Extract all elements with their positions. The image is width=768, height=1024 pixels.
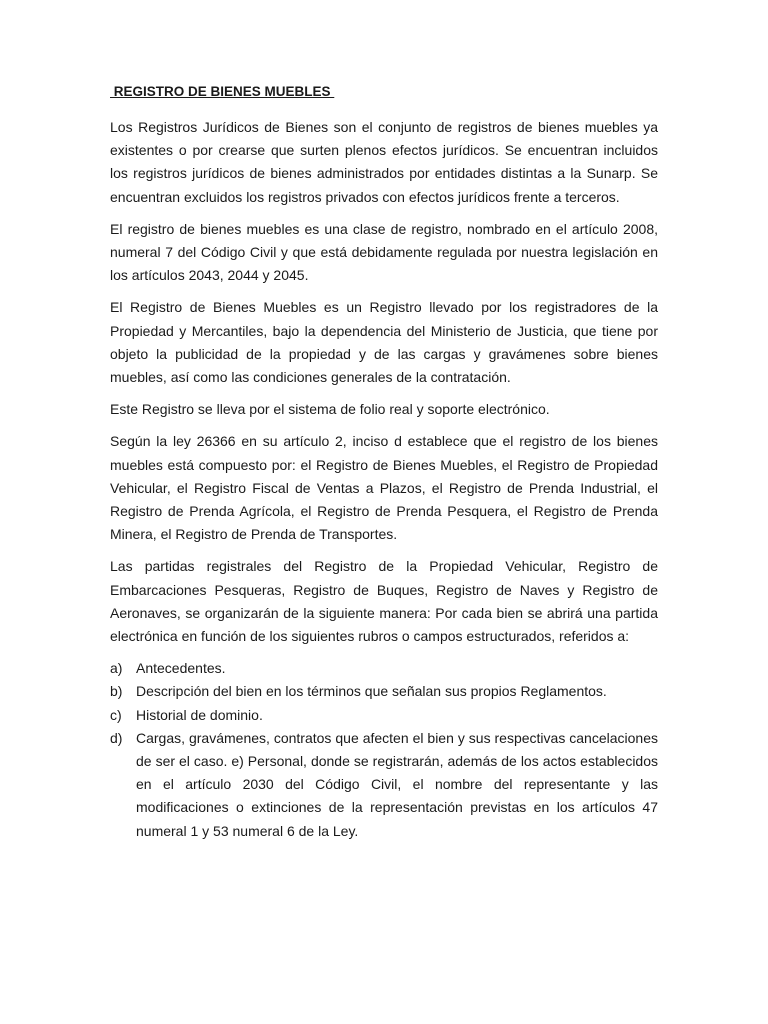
list-marker: a) bbox=[110, 660, 123, 677]
list-marker: c) bbox=[110, 706, 122, 723]
list-item-text: Descripción del bien en los términos que señalan sus propios Reglamentos. bbox=[136, 683, 607, 700]
list-item-text: Antecedentes. bbox=[136, 660, 226, 677]
paragraph-6: Las partidas registrales del Registro de la Propiedad Vehicular, Registro de Embarcaciones Pesqueras, Registro de Buques, Registro de Naves y Registro de Aeronaves, se organizarán de la siguiente manera: Por cada bien se abrirá una partida electrónica en función de los siguientes rubros o campos estructurados, referidos a: bbox=[110, 558, 658, 645]
list-marker: d) bbox=[110, 729, 123, 746]
paragraph-4: Este Registro se lleva por el sistema de folio real y soporte electrónico. bbox=[110, 401, 550, 418]
paragraph-1: Los Registros Jurídicos de Bienes son el conjunto de registros de bienes muebles ya existentes o por crearse que surten plenos efectos jurídicos. Se encuentran incluidos los registros jurídicos de bienes administrados por entidades distintas a la Sunarp. Se encuentran excluidos los registros privados con efectos jurídicos frente a terceros. bbox=[110, 119, 658, 205]
list-item bbox=[110, 657, 658, 680]
rubros-list bbox=[110, 657, 658, 843]
list-item-text: Cargas, gravámenes, contratos que afecten el bien y sus respectivas cancelaciones de ser el caso. e) Personal, donde se registrarán, además de los actos establecidos en el artículo 2030 del Código Civil, el nombre del representante y las modificaciones o extinciones de la representación previstas en los artículos 47 numeral 1 y 53 numeral 6 de la Ley. bbox=[136, 729, 658, 839]
list-item-text: Historial de dominio. bbox=[136, 706, 263, 723]
list-marker: b) bbox=[110, 683, 123, 700]
paragraph-2: El registro de bienes muebles es una clase de registro, nombrado en el artículo 2008, numeral 7 del Código Civil y que está debidamente regulada por nuestra legislación en los artículos 2043, 2044 y 2045. bbox=[110, 220, 658, 284]
paragraph-3: El Registro de Bienes Muebles es un Registro llevado por los registradores de la Propiedad y Mercantiles, bajo la dependencia del Ministerio de Justicia, que tiene por objeto la publicidad de la propiedad y de las cargas y gravámenes sobre bienes muebles, así como las condiciones generales de la contratación. bbox=[110, 299, 658, 386]
list-item bbox=[110, 680, 658, 703]
paragraph-5: Según la ley 26366 en su artículo 2, inciso d establece que el registro de los bienes muebles está compuesto por: el Registro de Bienes Muebles, el Registro de Propiedad Vehicular, el Registro Fiscal de Ventas a Plazos, el Registro de Prenda Industrial, el Registro de Prenda Agrícola, el Registro de Prenda Pesquera, el Registro de Prenda Minera, el Registro de Prenda de Transportes. bbox=[110, 433, 658, 543]
document-title: REGISTRO DE BIENES MUEBLES bbox=[110, 84, 335, 99]
document-page bbox=[110, 82, 658, 843]
list-item bbox=[110, 727, 658, 843]
list-item bbox=[110, 704, 658, 727]
